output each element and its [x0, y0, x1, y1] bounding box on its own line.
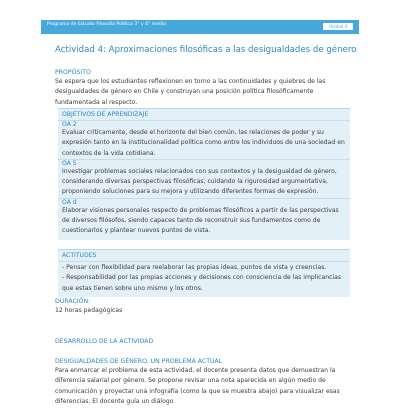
desigualdades-label: DESIGUALDADES DE GÉNERO. UN PROBLEMA ACTUAL: [55, 358, 223, 365]
actitudes-label: ACTITUDES: [58, 250, 350, 262]
oa-code: OA d: [62, 198, 77, 206]
objetivos-label: OBJETIVOS DE APRENDIZAJE: [58, 109, 350, 121]
actitudes-box: [58, 249, 350, 297]
oa-code: OA 2: [62, 121, 77, 128]
desarrollo-label: DESARROLLO DE LA ACTIVIDAD: [55, 338, 154, 345]
oa-code: OA 5: [62, 159, 77, 167]
header-bar: [41, 20, 359, 34]
duracion-label: DURACIÓN:: [55, 298, 91, 305]
proposito-label: PROPÓSITO: [55, 69, 91, 76]
actitud-item: - Responsabilidad por las propias acciones y decisiones con consciencia de las implicancias que estas tienen sobre uno mismo y los otros.: [62, 274, 342, 292]
oa-text: Investigar problemas sociales relacionados con sus contextos y la desigualdad de género, considerando diversas perspectivas filosóficas, cuidando la rigurosidad argumentativa, proponiendo soluciones para su mejora y utilizando diferentes formas de expresión.: [58, 167, 350, 199]
actitud-item: - Pensar con flexibilidad para reelaborar las propias ideas, puntos de vista y creencias.: [62, 264, 327, 271]
oa-text: Evaluar críticamente, desde el horizonte del bien común, las relaciones de poder y su expresión tanto en la institucionalidad política como entre los individuos de una sociedad en contextos de la vida cotidiana.: [58, 128, 350, 160]
proposito-text: Se espera que los estudiantes reflexionen en torno a las continuidades y quiebres de las desigualdades de género en Chile y construyan una posición política filosóficamente fundamentada al respecto.: [55, 78, 326, 106]
activity-title: Actividad 4: Aproximaciones filosóficas a las desigualdades de género: [55, 45, 357, 55]
desigualdades-text: Para enmarcar el problema de esta actividad, el docente presenta datos que demuestran la diferencia salarial por género. Se propone revisar una nota aparecida en algún medio de comunicación y proyectar una infografía (como la que se muestra abajo) para visualizar esas diferencias. El docente guía un diálogo: [55, 367, 340, 406]
duracion-text: 12 horas pedagógicas: [55, 307, 123, 314]
objetivos-box: [58, 108, 350, 240]
oa-text: Elaborar visiones personales respecto de problemas filosóficos a partir de las perspectivas de diversos filósofos, siendo capaces tanto de reconstruir sus fundamentos como de cuestionarlos y plantear nuevos puntos de vista.: [62, 206, 339, 235]
program-title: Programa de Estudio Filosofía Política 3° y 4° medio: [47, 22, 167, 27]
unit-badge: Unidad 4: [323, 23, 353, 30]
